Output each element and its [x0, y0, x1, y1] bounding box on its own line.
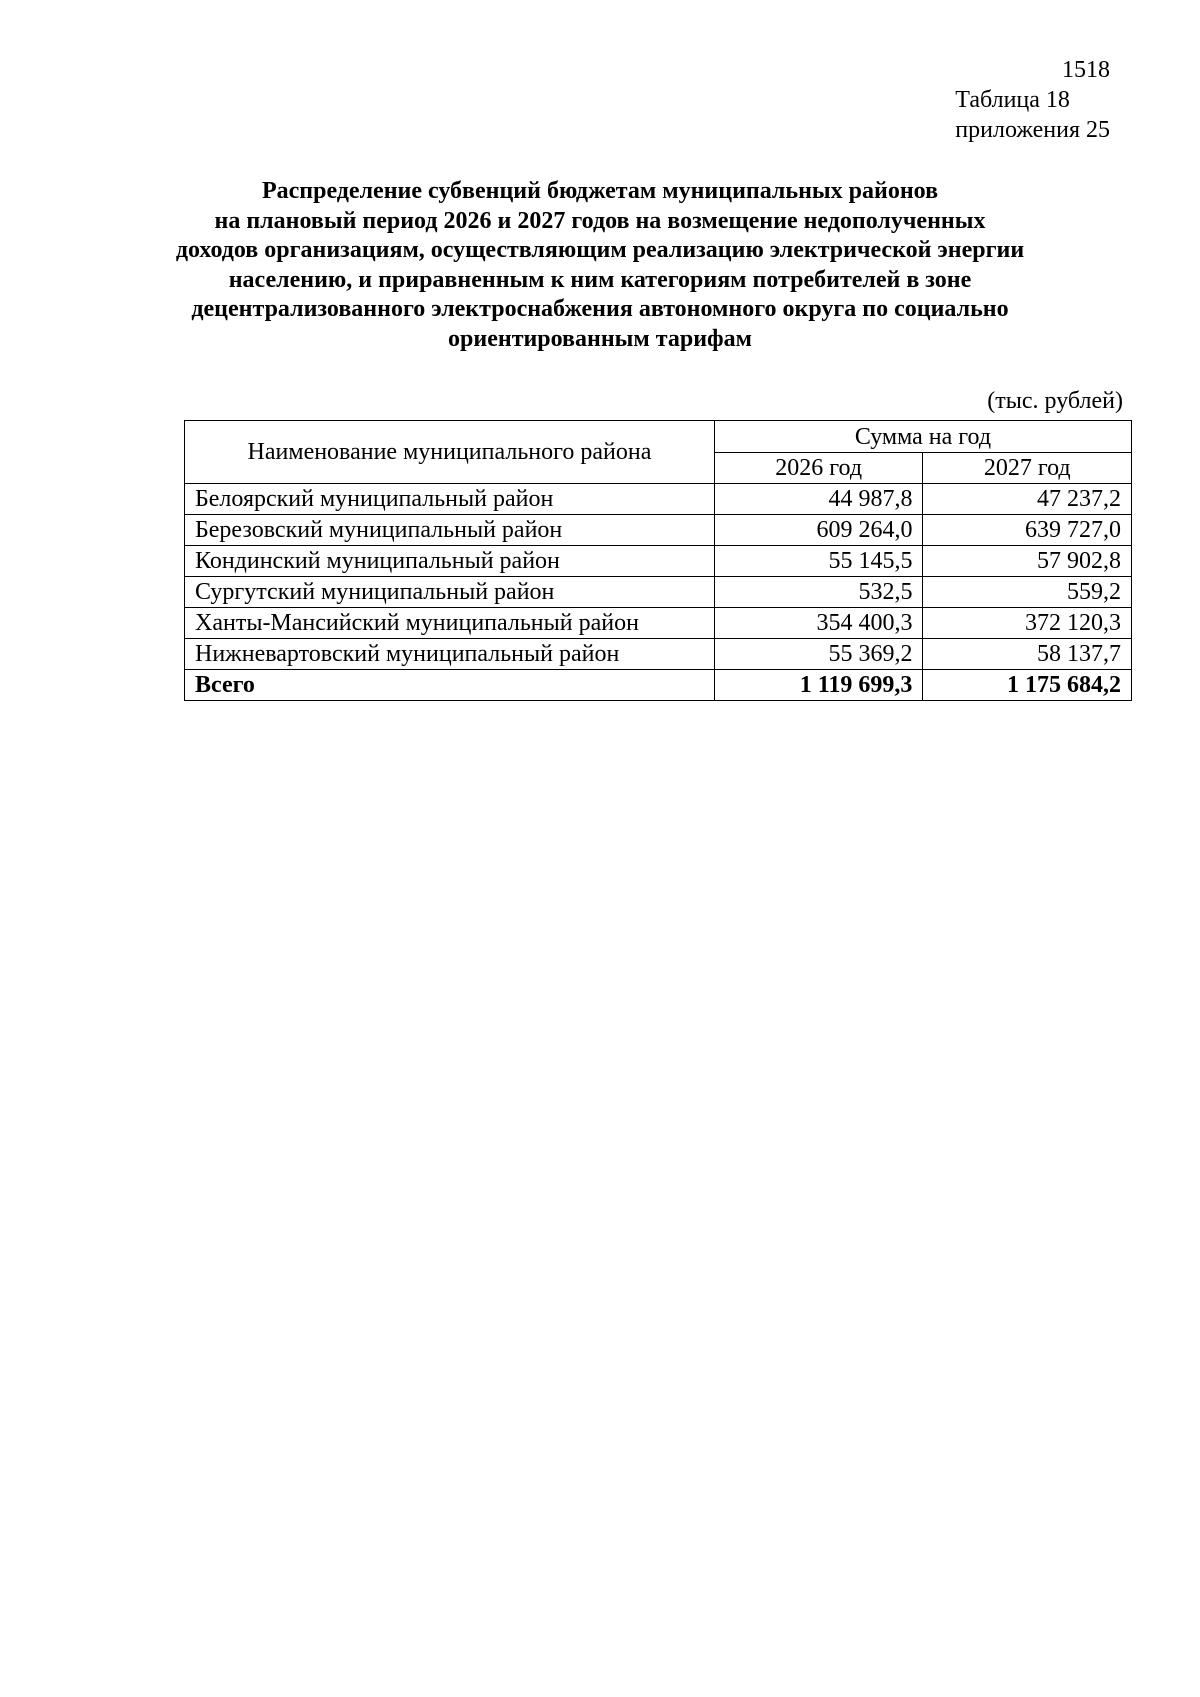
- title-line: Распределение субвенций бюджетам муниципальных районов: [261, 178, 939, 204]
- amount-2026: 55 145,5: [714, 546, 923, 577]
- table-row: [185, 639, 1132, 670]
- table-row: [185, 546, 1132, 577]
- table-row: [185, 608, 1132, 639]
- document-header: [955, 55, 1110, 145]
- amount-2027: 58 137,7: [923, 639, 1132, 670]
- amount-2026: 609 264,0: [714, 515, 923, 546]
- total-2027: 1 175 684,2: [923, 670, 1132, 701]
- title-line: на плановый период 2026 и 2027 годов на возмещение недополученных: [214, 207, 986, 234]
- amount-2026: 44 987,8: [714, 484, 923, 515]
- table-row: [185, 484, 1132, 515]
- subvention-table: [184, 420, 1132, 701]
- amount-2026: 55 369,2: [714, 639, 923, 670]
- column-header-sum: Сумма на год: [714, 421, 1131, 453]
- total-row: [185, 670, 1132, 701]
- district-name: Березовский муниципальный район: [185, 515, 715, 546]
- column-header-2026: 2026 год: [714, 453, 923, 484]
- units-label: (тыс. рублей): [987, 388, 1123, 414]
- total-2026: 1 119 699,3: [714, 670, 923, 701]
- column-header-name: Наименование муниципального района: [185, 421, 715, 484]
- amount-2026: 354 400,3: [714, 608, 923, 639]
- title-line: доходов организациям, осуществляющим реализацию электрической энергии: [175, 237, 1025, 263]
- total-label: Всего: [185, 670, 715, 701]
- document-title: [150, 177, 1050, 354]
- title-line: ориентированным тарифам: [448, 325, 752, 352]
- table-row: [185, 577, 1132, 608]
- amount-2027: 57 902,8: [923, 546, 1132, 577]
- district-name: Белоярский муниципальный район: [185, 484, 715, 515]
- page-number: 1518: [1062, 57, 1110, 83]
- district-name: Сургутский муниципальный район: [185, 577, 715, 608]
- table-row: [185, 515, 1132, 546]
- amount-2026: 532,5: [714, 577, 923, 608]
- district-name: Нижневартовский муниципальный район: [185, 639, 715, 670]
- district-name: Ханты-Мансийский муниципальный район: [185, 608, 715, 639]
- district-name: Кондинский муниципальный район: [185, 546, 715, 577]
- title-line: населению, и приравненным к ним категориям потребителей в зоне: [228, 266, 972, 293]
- title-line: децентрализованного электроснабжения автономного округа по социально: [191, 296, 1009, 322]
- amount-2027: 559,2: [923, 577, 1132, 608]
- amount-2027: 372 120,3: [923, 608, 1132, 639]
- table-reference: Таблица 18: [955, 87, 1070, 113]
- column-header-2027: 2027 год: [923, 453, 1132, 484]
- amount-2027: 639 727,0: [923, 515, 1132, 546]
- appendix-reference: приложения 25: [955, 117, 1110, 143]
- amount-2027: 47 237,2: [923, 484, 1132, 515]
